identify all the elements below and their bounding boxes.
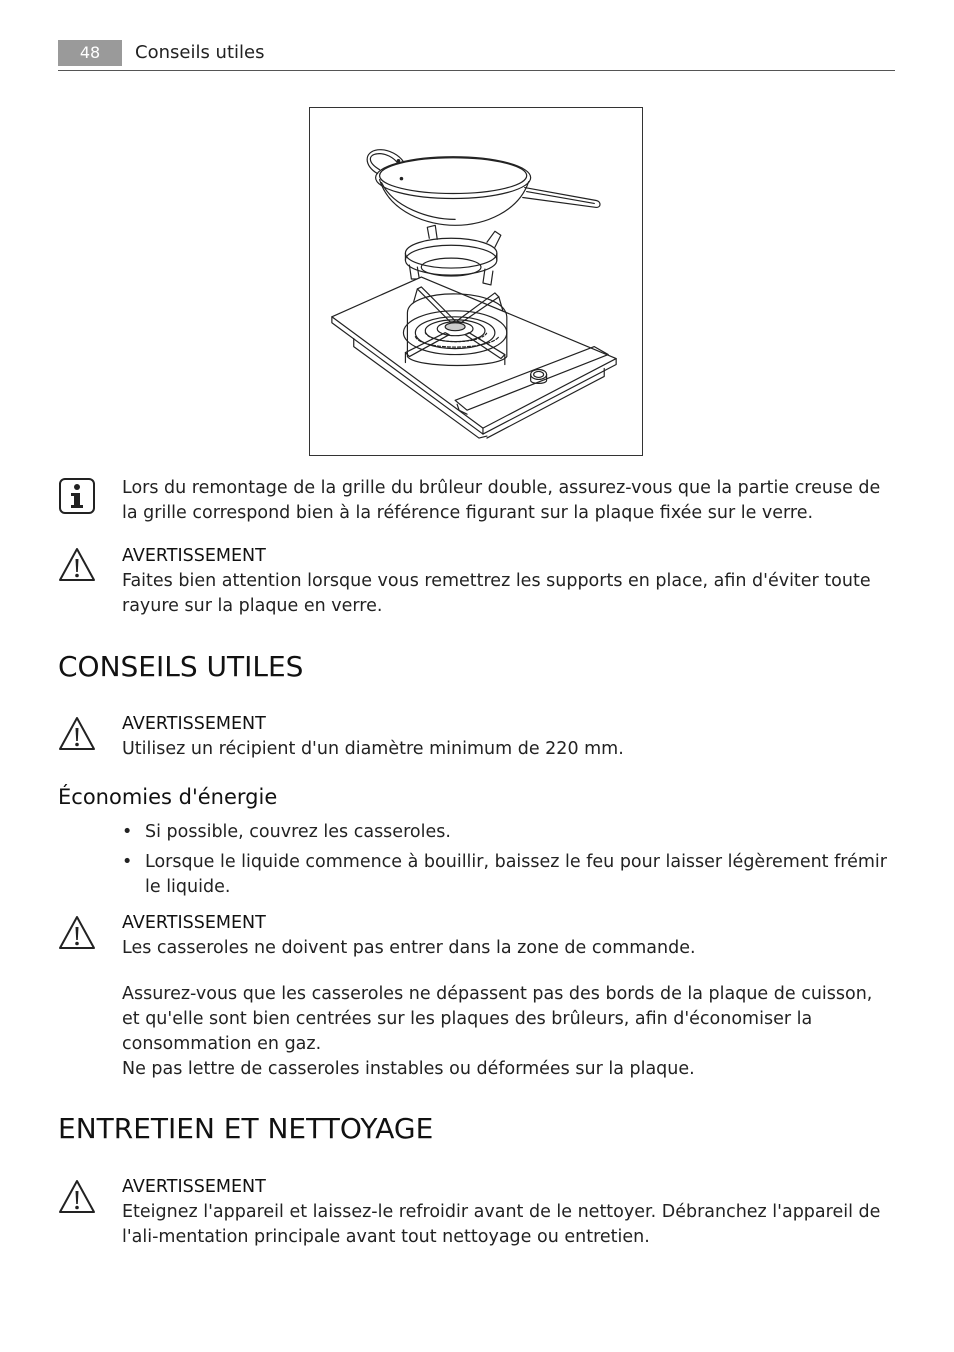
warning-triangle-icon xyxy=(58,914,96,952)
warning-triangle-icon xyxy=(58,546,96,584)
body-paragraph-1: Assurez-vous que les casseroles ne dépassent pas des bords de la plaque de cuisson, et qu'elle sont bien centrées sur les plaques des brûleurs, afin d'économiser la consommation en gaz. xyxy=(122,984,873,1054)
warning-triangle-icon xyxy=(58,715,96,753)
body-text xyxy=(122,982,895,1082)
warning-text: Eteignez l'appareil et laissez-le refroidir avant de le nettoyer. Débranchez l'appareil de l'ali-mentation principale avant tout nettoyage ou entretien. xyxy=(122,1202,881,1247)
subheading-energy: Économies d'énergie xyxy=(58,785,278,809)
warning-triangle-icon xyxy=(58,1178,96,1216)
running-title: Conseils utiles xyxy=(135,42,265,63)
warning-title: AVERTISSEMENT xyxy=(122,913,266,933)
warning-block-4 xyxy=(122,1175,895,1250)
wok-support-ring-drawing xyxy=(405,225,500,285)
energy-bullet-list xyxy=(122,820,895,905)
hob-plate-drawing xyxy=(332,277,616,438)
info-note xyxy=(122,476,895,526)
section-heading-entretien: ENTRETIEN ET NETTOYAGE xyxy=(58,1112,434,1145)
page-number: 48 xyxy=(58,40,122,66)
body-paragraph-2: Ne pas lettre de casseroles instables ou déformées sur la plaque. xyxy=(122,1059,695,1079)
warning-block-1 xyxy=(122,544,895,619)
warning-title: AVERTISSEMENT xyxy=(122,1177,266,1197)
warning-text: Les casseroles ne doivent pas entrer dans la zone de commande. xyxy=(122,938,696,958)
warning-text: Utilisez un récipient d'un diamètre minimum de 220 mm. xyxy=(122,739,624,759)
warning-text: Faites bien attention lorsque vous remettrez les supports en place, afin d'éviter toute rayure sur la plaque en verre. xyxy=(122,571,871,616)
wok-pan-drawing xyxy=(367,150,600,226)
warning-block-2 xyxy=(122,712,895,762)
warning-block-3 xyxy=(122,911,895,961)
list-item: • Si possible, couvrez les casseroles. xyxy=(122,820,895,845)
info-note-text: Lors du remontage de la grille du brûleur double, assurez-vous que la partie creuse de la grille correspond bien à la référence figurant sur la plaque fixée sur le verre. xyxy=(122,478,881,523)
page-header xyxy=(58,38,895,71)
list-item: • Lorsque le liquide commence à bouillir, baissez le feu pour laisser légèrement frémir le liquide. xyxy=(122,850,895,900)
wok-burner-illustration xyxy=(309,107,643,456)
section-heading-conseils: CONSEILS UTILES xyxy=(58,650,304,683)
warning-title: AVERTISSEMENT xyxy=(122,546,266,566)
warning-title: AVERTISSEMENT xyxy=(122,714,266,734)
info-icon xyxy=(58,477,96,515)
